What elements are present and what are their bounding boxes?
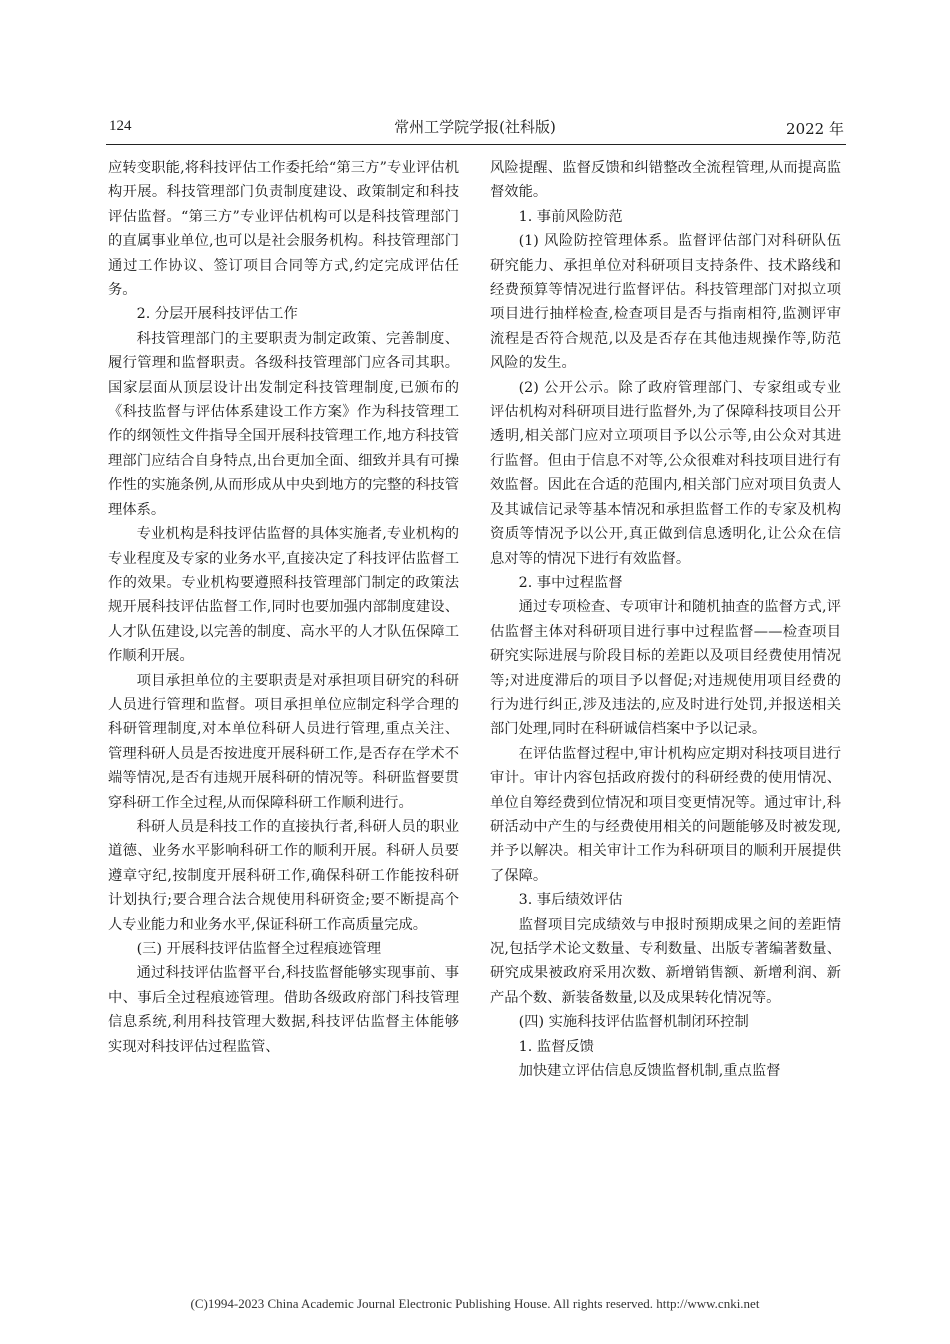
section-heading: 3. 事后绩效评估 bbox=[518, 892, 623, 909]
section-heading: 1. 监督反馈 bbox=[518, 1038, 594, 1055]
publication-year: 2022 年 bbox=[786, 120, 844, 138]
page-number: 124 bbox=[109, 118, 132, 134]
paragraph: 通过科技评估监督平台,科技监督能够实现事前、事中、事后全过程痕迹管理。借助各级政府部门科技管理信息系统,利用科技管理大数据,科技评估监督主体能够实现对科技评估过程监管、 bbox=[108, 965, 459, 1055]
running-header bbox=[0, 116, 950, 142]
section-heading: 1. 事前风险防范 bbox=[518, 208, 623, 225]
copyright-footer: (C)1994-2023 China Academic Journal Electronic Publishing House. All rights reserved. http://www.cnki.net bbox=[190, 1296, 760, 1311]
paragraph: 加快建立评估信息反馈监督机制,重点监督 bbox=[518, 1063, 781, 1080]
section-heading: (四) 实施科技评估监督机制闭环控制 bbox=[518, 1014, 749, 1031]
paragraph: 科技管理部门的主要职责为制定政策、完善制度、履行管理和监督职责。各级科技管理部门应各司其职。国家层面从顶层设计出发制定科技管理制度,已颁布的《科技监督与评估体系建设工作方案》作为科技管理工作的纲领性文件指导全国开展科技管理工作,地方科技管理部门应结合自身特点,出台更加全面、细致并具有可操作性的实施条例,从而形成从中央到地方的完整的科技管理体系。 bbox=[108, 330, 459, 518]
paragraph: 应转变职能,将科技评估工作委托给“第三方”专业评估机构开展。科技管理部门负责制度建设、政策制定和科技评估监督。“第三方”专业评估机构可以是科技管理部门的直属事业单位,也可以是社会服务机构。科技管理部门通过工作协议、签订项目合同等方式,约定完成评估任务。 bbox=[108, 160, 459, 299]
paragraph: 专业机构是科技评估监督的具体实施者,专业机构的专业程度及专家的业务水平,直接决定了科技评估监督工作的效果。专业机构要遵照科技管理部门制定的政策法规开展科技评估监督工作,同时也要加强内部制度建设、人才队伍建设,以完善的制度、高水平的人才队伍保障工作顺利开展。 bbox=[108, 526, 459, 665]
paragraph: (1) 风险防控管理体系。监督评估部门对科研队伍研究能力、承担单位对科研项目支持条件、技术路线和经费预算等情况进行监督评估。科技管理部门对拟立项项目进行抽样检查,检查项目是否与指南相符,监测评审流程是否符合规范,以及是否存在其他违规操作等,防范风险的发生。 bbox=[490, 233, 841, 372]
section-heading: 2. 事中过程监督 bbox=[518, 574, 623, 591]
paragraph: 通过专项检查、专项审计和随机抽查的监督方式,评估监督主体对科研项目进行事中过程监督——检查项目研究实际进展与阶段目标的差距以及项目经费使用情况等;对进度滞后的项目予以督促;对违规使用项目经费的行为进行纠正,涉及违法的,应及时进行处罚,并报送相关部门处理,同时在科研诚信档案中予以记录。 bbox=[490, 599, 841, 738]
paragraph: 风险提醒、监督反馈和纠错整改全流程管理,从而提高监督效能。 bbox=[490, 160, 841, 201]
paragraph: 科研人员是科技工作的直接执行者,科研人员的职业道德、业务水平影响科研工作的顺利开展。科研人员要遵章守纪,按制度开展科研工作,确保科研工作能按科研计划执行;要合理合法合规使用科研资金;要不断提高个人专业能力和业务水平,保证科研工作高质量完成。 bbox=[108, 818, 459, 933]
right-column bbox=[490, 156, 841, 1083]
header-rule bbox=[106, 144, 846, 145]
paragraph: 在评估监督过程中,审计机构应定期对科技项目进行审计。审计内容包括政府拨付的科研经费的使用情况、单位自筹经费到位情况和项目变更情况等。通过审计,科研活动中产生的与经费使用相关的问题能够及时被发现,并予以解决。相关审计工作为科研项目的顺利开展提供了保障。 bbox=[490, 745, 841, 884]
journal-title: 常州工学院学报(社科版) bbox=[394, 118, 556, 136]
left-column bbox=[108, 156, 459, 1059]
paragraph: (2) 公开公示。除了政府管理部门、专家组或专业评估机构对科研项目进行监督外,为了保障科技项目公开透明,相关部门应对立项项目予以公示等,由公众对其进行监督。但由于信息不对等,公众很难对科技项目进行有效监督。因此在合适的范围内,相关部门应对项目负责人及其诚信记录等基本情况和承担监督工作的专家及机构资质等情况予以公开,真正做到信息透明化,让公众在信息对等的情况下进行有效监督。 bbox=[490, 379, 841, 567]
paragraph: 项目承担单位的主要职责是对承担项目研究的科研人员进行管理和监督。项目承担单位应制定科学合理的科研管理制度,对本单位科研人员进行管理,重点关注、管理科研人员是否按进度开展科研工作,是否存在学术不端等情况,是否有违规开展科研的情况等。科研监督要贯穿科研工作全过程,从而保障科研工作顺利进行。 bbox=[108, 672, 459, 811]
section-heading: (三) 开展科技评估监督全过程痕迹管理 bbox=[136, 941, 382, 957]
section-heading: 2. 分层开展科技评估工作 bbox=[136, 306, 298, 323]
paragraph: 监督项目完成绩效与申报时预期成果之间的差距情况,包括学术论文数量、专利数量、出版专著编著数量、研究成果被政府采用次数、新增销售额、新增利润、新产品个数、新装备数量,以及成果转化情况等。 bbox=[490, 916, 841, 1006]
